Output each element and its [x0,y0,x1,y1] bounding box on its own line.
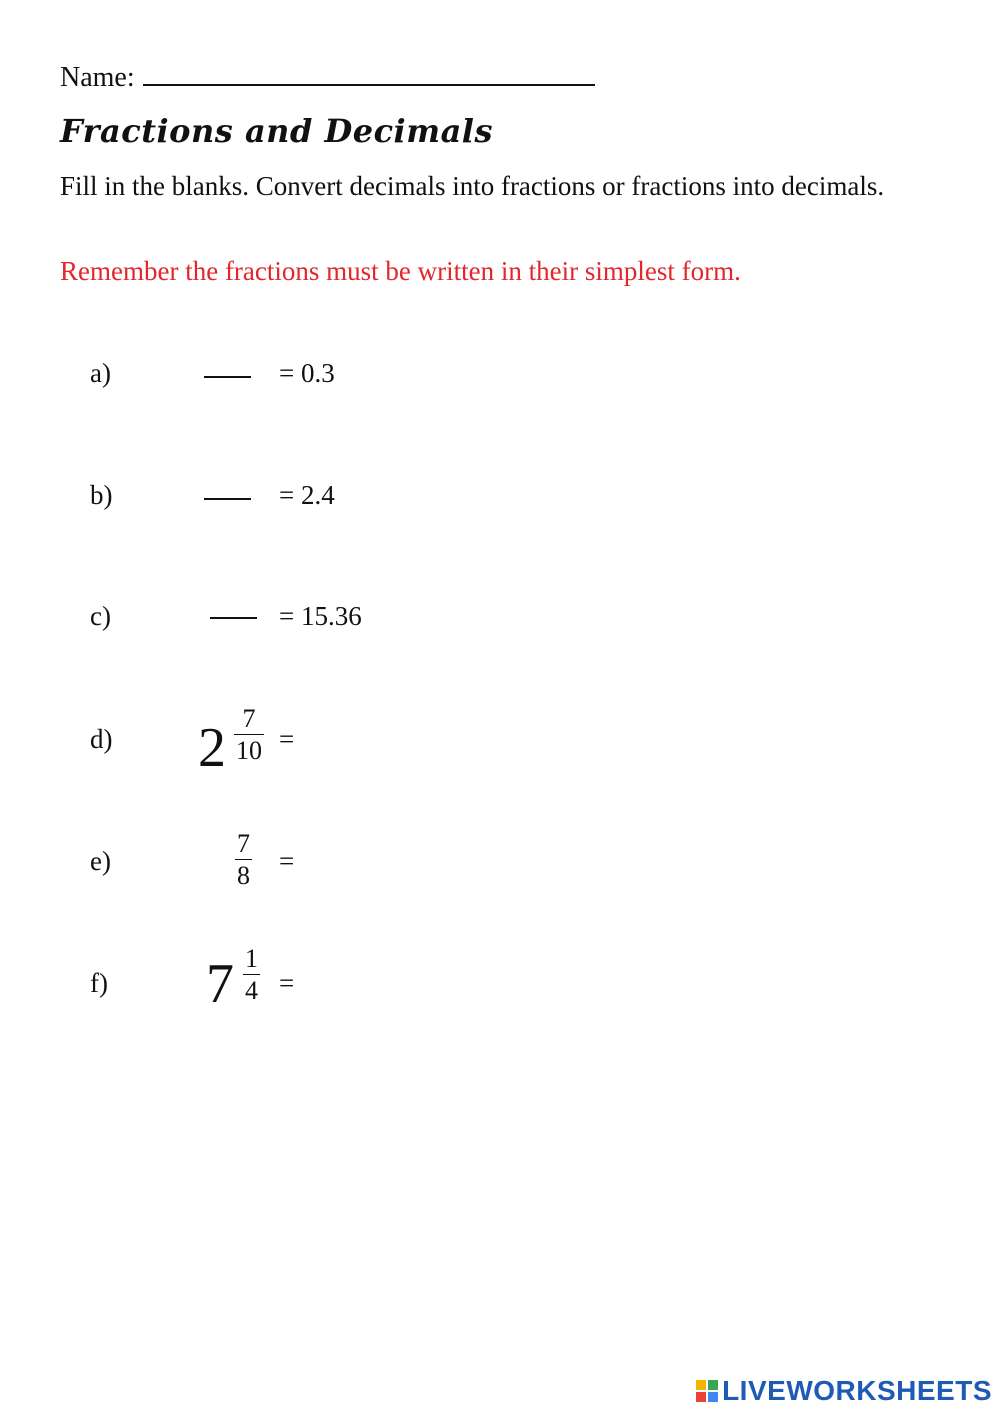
question-f [0,944,1000,1064]
fraction [243,946,260,1004]
question-a [0,358,1000,478]
question-e [0,822,1000,942]
instructions-text: Fill in the blanks. Convert decimals into fractions or fractions into decimals. [60,171,885,201]
reminder-text: Remember the fractions must be written in their simplest form. [60,256,741,286]
equals-sign: = [279,846,295,876]
question-label: c) [90,601,111,631]
denominator: 10 [236,736,262,765]
equals-sign: = [279,968,295,998]
question-label: f) [90,968,108,998]
numerator: 1 [245,944,258,973]
fraction-answer-blank[interactable] [210,617,257,619]
logo-text: LIVEWORKSHEETS [722,1375,992,1406]
mixed-number-whole: 7 [206,953,234,1015]
question-d [0,700,1000,820]
logo-mark-icon [696,1380,718,1402]
question-label: a) [90,358,111,388]
liveworksheets-logo [696,1375,992,1407]
denominator: 4 [245,976,258,1005]
decimal-value: = 2.4 [279,480,335,510]
worksheet-title: Fractions and Decimals [60,112,493,150]
question-label: b) [90,480,113,510]
fraction-answer-blank[interactable] [204,376,251,378]
numerator: 7 [237,829,250,858]
decimal-value: = 15.36 [279,601,362,631]
question-label: d) [90,724,113,754]
mixed-number-whole: 2 [198,717,226,779]
name-line [60,60,595,94]
question-b [0,480,1000,600]
fraction [235,831,252,889]
numerator: 7 [242,704,256,733]
name-label: Name: [60,62,135,93]
decimal-value: = 0.3 [279,358,335,388]
fraction-answer-blank[interactable] [204,498,251,500]
denominator: 8 [237,861,250,890]
fraction [234,706,264,764]
equals-sign: = [279,724,295,754]
name-input-blank[interactable] [143,60,595,86]
question-label: e) [90,846,111,876]
